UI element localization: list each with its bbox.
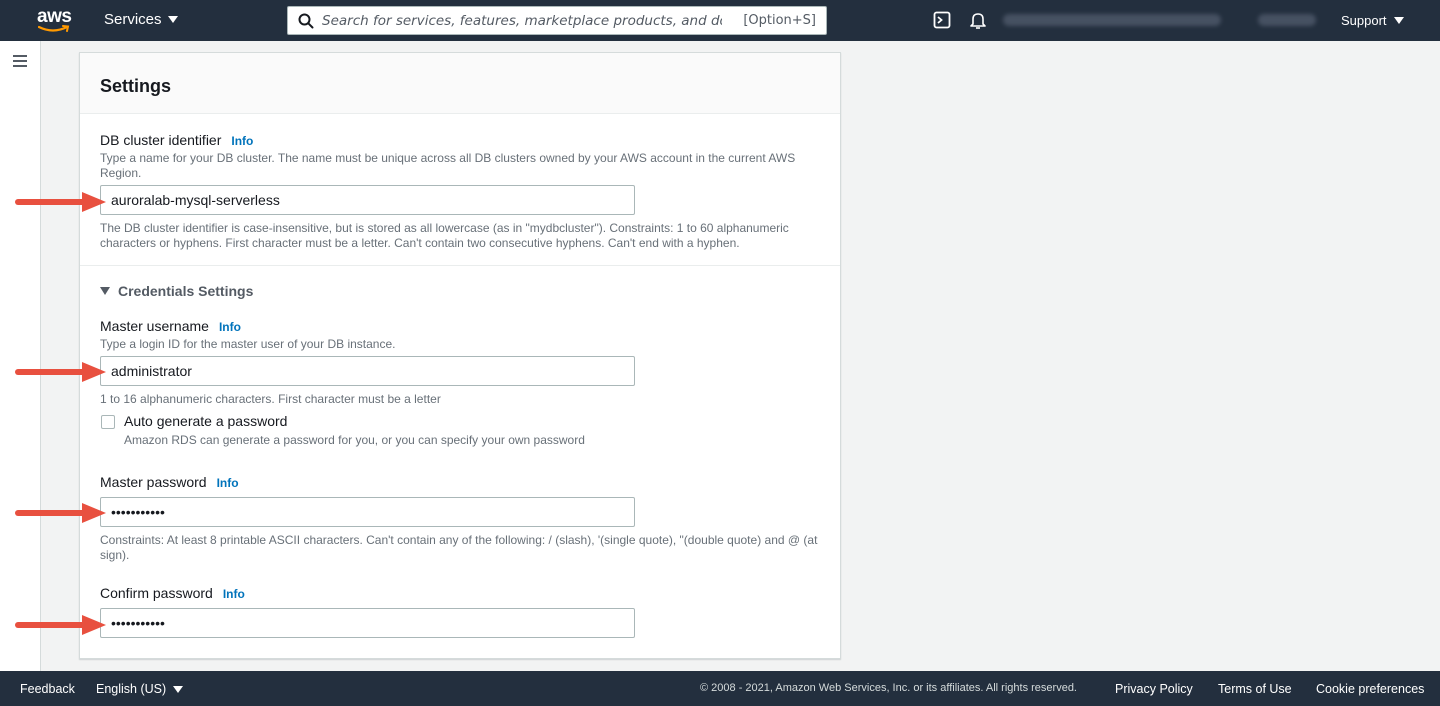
notifications-bell-icon[interactable] [969, 11, 987, 29]
hamburger-menu-icon[interactable] [13, 55, 27, 67]
master-username-info-link[interactable]: Info [218, 320, 241, 334]
language-label: English (US) [96, 682, 167, 696]
confirm-password-info-link[interactable]: Info [222, 587, 245, 601]
cluster-identifier-info-link[interactable]: Info [231, 134, 254, 148]
auto-generate-password-label[interactable]: Auto generate a password [124, 413, 288, 429]
services-label: Services [104, 11, 162, 28]
privacy-policy-link[interactable]: Privacy Policy [1115, 682, 1193, 696]
expand-triangle-icon [100, 287, 110, 295]
credentials-settings-toggle[interactable]: Credentials Settings [100, 283, 253, 299]
copyright-text: © 2008 - 2021, Amazon Web Services, Inc. or its affiliates. All rights reserved. [700, 682, 1077, 694]
terms-of-use-link[interactable]: Terms of Use [1218, 682, 1292, 696]
confirm-password-input[interactable] [100, 608, 635, 638]
console-footer [0, 671, 1440, 706]
master-username-label: Master username Info [100, 318, 241, 334]
aws-logo[interactable]: aws [37, 8, 73, 34]
annotation-arrow-icon [14, 613, 110, 637]
account-menu-redacted[interactable] [1003, 14, 1221, 26]
side-navigation-rail [0, 41, 41, 671]
cluster-identifier-constraint: The DB cluster identifier is case-insensitive, but is stored as all lowercase (as in "mydbcluster"). Constraints: 1 to 60 alphanumeric characters or hyphens. First character must be a letter. Can't contain two consecutive hyphens. Can't end with a hyphen. [100, 221, 789, 250]
support-menu[interactable] [1341, 13, 1404, 28]
language-selector[interactable] [96, 682, 183, 696]
cloudshell-icon[interactable] [933, 11, 951, 29]
master-username-description: Type a login ID for the master user of your DB instance. [100, 337, 396, 351]
caret-down-icon [168, 16, 178, 23]
search-input[interactable] [322, 10, 722, 31]
master-password-info-link[interactable]: Info [216, 476, 239, 490]
search-icon [298, 13, 314, 29]
auto-generate-password-checkbox[interactable] [101, 415, 115, 429]
top-navigation [0, 0, 1440, 41]
master-password-constraint: Constraints: At least 8 printable ASCII characters. Can't contain any of the following: / (slash), '(single quote), "(double quote) and @ (at sign). [100, 533, 818, 562]
services-menu[interactable] [104, 11, 178, 28]
cluster-identifier-description: Type a name for your DB cluster. The name must be unique across all DB clusters owned by your AWS account in the current AWS Region. [100, 151, 796, 180]
panel-title: Settings [100, 76, 172, 96]
feedback-link[interactable]: Feedback [20, 682, 75, 696]
smile-arrow-icon [38, 25, 70, 33]
cluster-identifier-label: DB cluster identifier Info [100, 132, 254, 148]
settings-panel [79, 52, 841, 659]
auto-generate-password-description: Amazon RDS can generate a password for you, or you can specify your own password [124, 433, 585, 447]
annotation-arrow-icon [14, 501, 110, 525]
master-password-input[interactable] [100, 497, 635, 527]
annotation-arrow-icon [14, 360, 110, 384]
caret-down-icon [1394, 17, 1404, 24]
panel-header [80, 53, 840, 114]
master-username-input[interactable] [100, 356, 635, 386]
support-label: Support [1341, 13, 1387, 28]
master-password-label: Master password Info [100, 474, 239, 490]
search-bar[interactable] [287, 6, 827, 35]
region-menu-redacted[interactable] [1258, 14, 1316, 26]
caret-down-icon [173, 686, 183, 693]
master-username-constraint: 1 to 16 alphanumeric characters. First character must be a letter [100, 392, 441, 406]
cookie-preferences-link[interactable]: Cookie preferences [1316, 682, 1425, 696]
cluster-identifier-input[interactable] [100, 185, 635, 215]
section-divider [80, 265, 840, 266]
confirm-password-label: Confirm password Info [100, 585, 245, 601]
search-shortcut: [Option+S] [743, 13, 816, 28]
annotation-arrow-icon [14, 190, 110, 214]
